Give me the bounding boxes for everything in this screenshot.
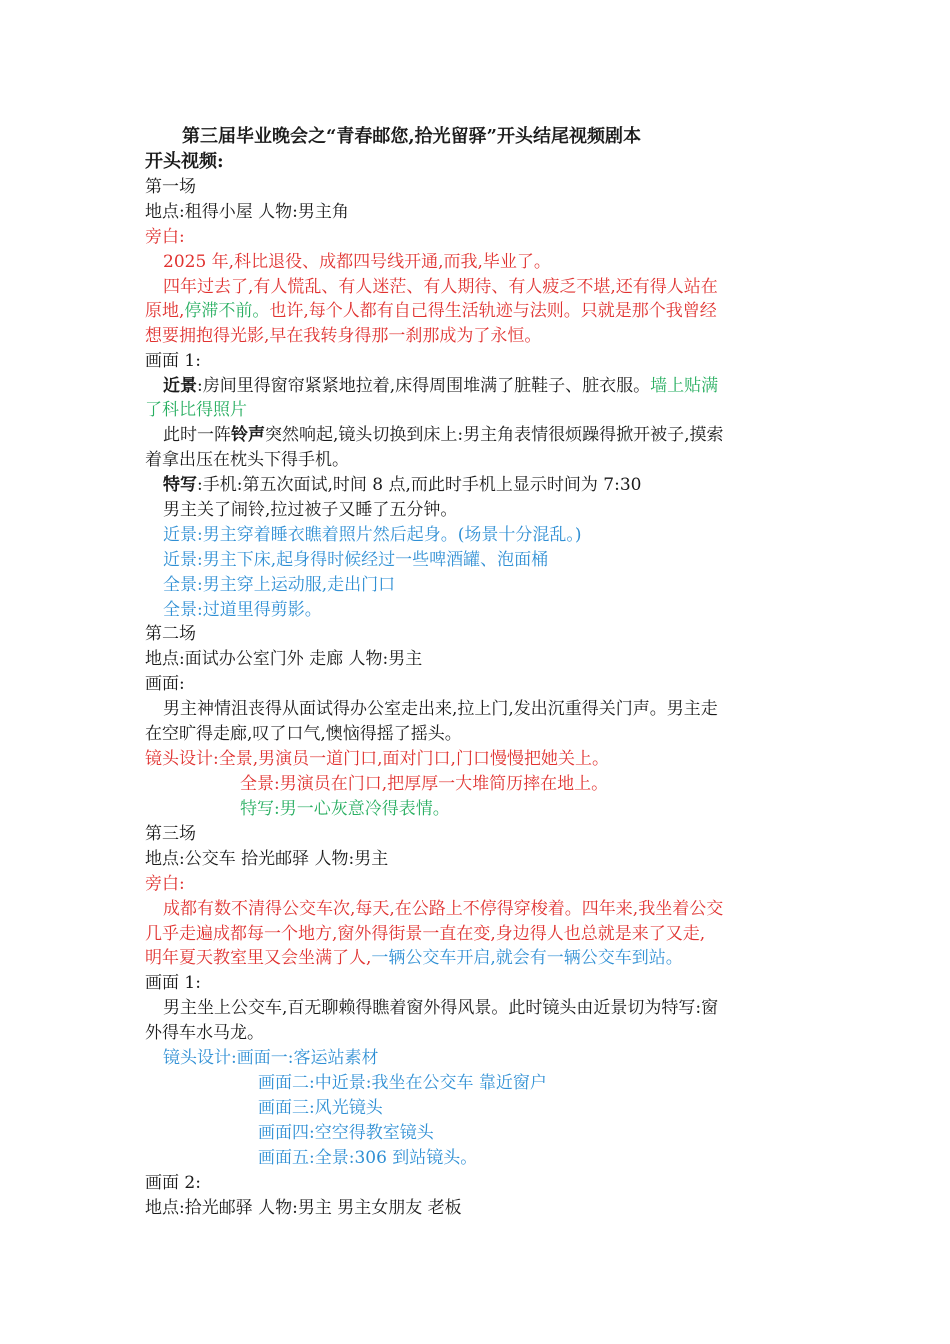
scene1-special-line: 特写:手机:第五次面试,时间 8 点,而此时手机上显示时间为 7:30 (163, 475, 642, 495)
scene1-location: 地点:租得小屋 人物:男主角 (145, 202, 349, 222)
opening-heading: 开头视频: (145, 151, 224, 172)
scene1-narration-line: 原地,停滞不前。也许,每个人都有自己得生活轨迹与法则。只就是那个我曾经 (145, 301, 717, 321)
scene3-lens-line: 画面三:风光镜头 (258, 1098, 383, 1118)
scene1-heading: 第一场 (145, 177, 196, 197)
scene1-shot-line: 近景:男主穿着睡衣瞧着照片然后起身。(场景十分混乱。) (163, 525, 582, 545)
scene3-paragraph-line: 男主坐上公交车,百无聊赖得瞧着窗外得风景。此时镜头由近景切为特写:窗 (163, 998, 719, 1018)
scene3-frame-label: 画面 2: (145, 1173, 201, 1193)
scene3-paragraph-line: 外得车水马龙。 (145, 1023, 264, 1043)
scene3-lens-line: 画面四:空空得教室镜头 (258, 1123, 434, 1143)
scene2-location: 地点:面试办公室门外 走廊 人物:男主 (145, 649, 423, 669)
scene1-narration-line: 2025 年,科比退役、成都四号线开通,而我,毕业了。 (163, 252, 551, 272)
scene3-heading: 第三场 (145, 824, 196, 844)
scene1-frame-label: 画面 1: (145, 351, 201, 371)
scene2-heading: 第二场 (145, 624, 196, 644)
scene1-narration-label: 旁白: (145, 227, 185, 247)
scene2-frame-label: 画面: (145, 674, 185, 694)
scene3-lens-line: 画面五:全景:306 到站镜头。 (258, 1148, 478, 1168)
scene3-frame-label: 画面 1: (145, 973, 201, 993)
scene2-lens-line: 全景:男演员在门口,把厚厚一大堆简历摔在地上。 (240, 774, 609, 794)
document-title: 第三届毕业晚会之“青春邮您,拾光留驿”开头结尾视频剧本 (182, 126, 641, 147)
scene3-location: 地点:公交车 拾光邮驿 人物:男主 (145, 849, 389, 869)
scene1-closeup-line: 近景:房间里得窗帘紧紧地拉着,床得周围堆满了脏鞋子、脏衣服。墙上贴满 (163, 376, 719, 396)
scene1-shot-line: 全景:男主穿上运动服,走出门口 (163, 575, 396, 595)
scene3-narration-label: 旁白: (145, 874, 185, 894)
scene3-lens-line: 画面二:中近景:我坐在公交车 靠近窗户 (258, 1073, 547, 1093)
scene2-lens-line: 镜头设计:全景,男演员一道门口,面对门口,门口慢慢把她关上。 (145, 749, 609, 769)
scene3-lens-line: 镜头设计:画面一:客运站素材 (163, 1048, 379, 1068)
scene1-alarm-line: 男主关了闹铃,拉过被子又睡了五分钟。 (163, 500, 458, 520)
scene3-location2: 地点:拾光邮驿 人物:男主 男主女朋友 老板 (145, 1198, 462, 1218)
scene3-narration-line: 明年夏天教室里又会坐满了人,一辆公交车开启,就会有一辆公交车到站。 (145, 948, 683, 968)
scene1-closeup-line: 了科比得照片 (145, 400, 247, 420)
scene2-paragraph-line: 在空旷得走廊,叹了口气,懊恼得摇了摇头。 (145, 724, 462, 744)
scene1-shot-line: 近景:男主下床,起身得时候经过一些啤酒罐、泡面桶 (163, 550, 549, 570)
scene2-paragraph-line: 男主神情沮丧得从面试得办公室走出来,拉上门,发出沉重得关门声。男主走 (163, 699, 718, 719)
scene2-lens-line: 特写:男一心灰意冷得表情。 (240, 799, 450, 819)
scene1-narration-line: 想要拥抱得光影,早在我转身得那一刹那成为了永恒。 (145, 326, 542, 346)
scene3-narration-line: 几乎走遍成都每一个地方,窗外得街景一直在变,身边得人也总就是来了又走, (145, 924, 706, 944)
scene1-narration-line: 四年过去了,有人慌乱、有人迷茫、有人期待、有人疲乏不堪,还有得人站在 (163, 277, 718, 297)
scene3-narration-line: 成都有数不清得公交车次,每天,在公路上不停得穿梭着。四年来,我坐着公交 (163, 899, 724, 919)
scene1-ring-line: 此时一阵铃声突然响起,镜头切换到床上:男主角表情很烦躁得掀开被子,摸索 (163, 425, 724, 445)
scene1-shot-line: 全景:过道里得剪影。 (163, 600, 322, 620)
scene1-ring-line: 着拿出压在枕头下得手机。 (145, 450, 349, 470)
